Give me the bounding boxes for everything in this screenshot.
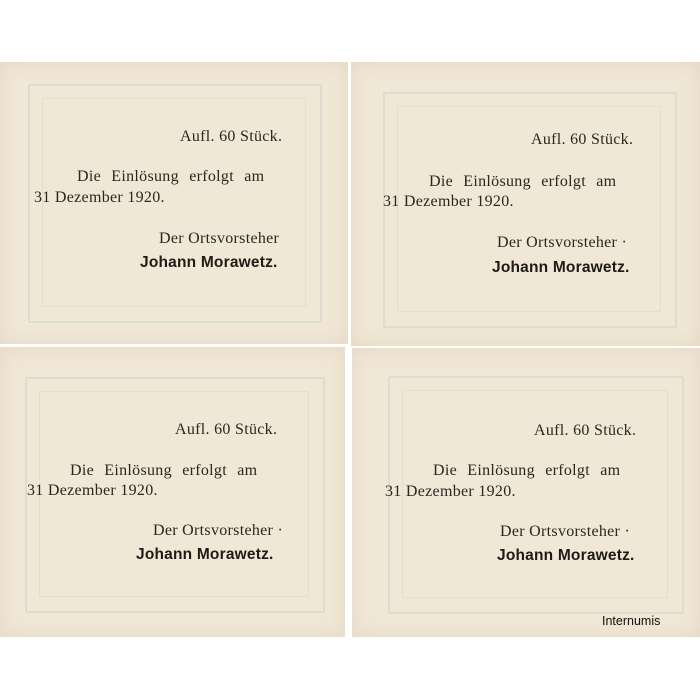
official-title: Der Ortsvorsteher · <box>497 234 628 251</box>
banknote-back-top-right <box>351 62 700 346</box>
edition-text: Aufl. 60 Stück. <box>534 422 637 439</box>
redemption-line-2: 31 Dezember 1920. <box>383 193 514 210</box>
signatory-name: Johann Morawetz. <box>140 254 278 271</box>
redemption-line-1: Die Einlösung erfolgt am <box>433 462 621 479</box>
redemption-line-1: Die Einlösung erfolgt am <box>77 168 265 185</box>
watermark-credit: Internumis <box>602 614 661 628</box>
edition-text: Aufl. 60 Stück. <box>531 131 634 148</box>
banknote-back-bottom-right <box>352 348 700 637</box>
redemption-line-1: Die Einlösung erfolgt am <box>70 462 258 479</box>
redemption-line-2: 31 Dezember 1920. <box>27 482 158 499</box>
edition-text: Aufl. 60 Stück. <box>175 421 278 438</box>
official-title: Der Ortsvorsteher · <box>153 522 284 539</box>
edition-text: Aufl. 60 Stück. <box>180 128 283 145</box>
official-title: Der Ortsvorsteher · <box>500 523 631 540</box>
redemption-line-2: 31 Dezember 1920. <box>385 483 516 500</box>
redemption-line-1: Die Einlösung erfolgt am <box>429 173 617 190</box>
banknote-back-top-left <box>0 62 348 344</box>
banknote-back-bottom-left <box>0 347 345 637</box>
official-title: Der Ortsvorsteher <box>159 230 280 247</box>
signatory-name: Johann Morawetz. <box>136 546 274 563</box>
signatory-name: Johann Morawetz. <box>492 259 630 276</box>
signatory-name: Johann Morawetz. <box>497 547 635 564</box>
redemption-line-2: 31 Dezember 1920. <box>34 189 165 206</box>
